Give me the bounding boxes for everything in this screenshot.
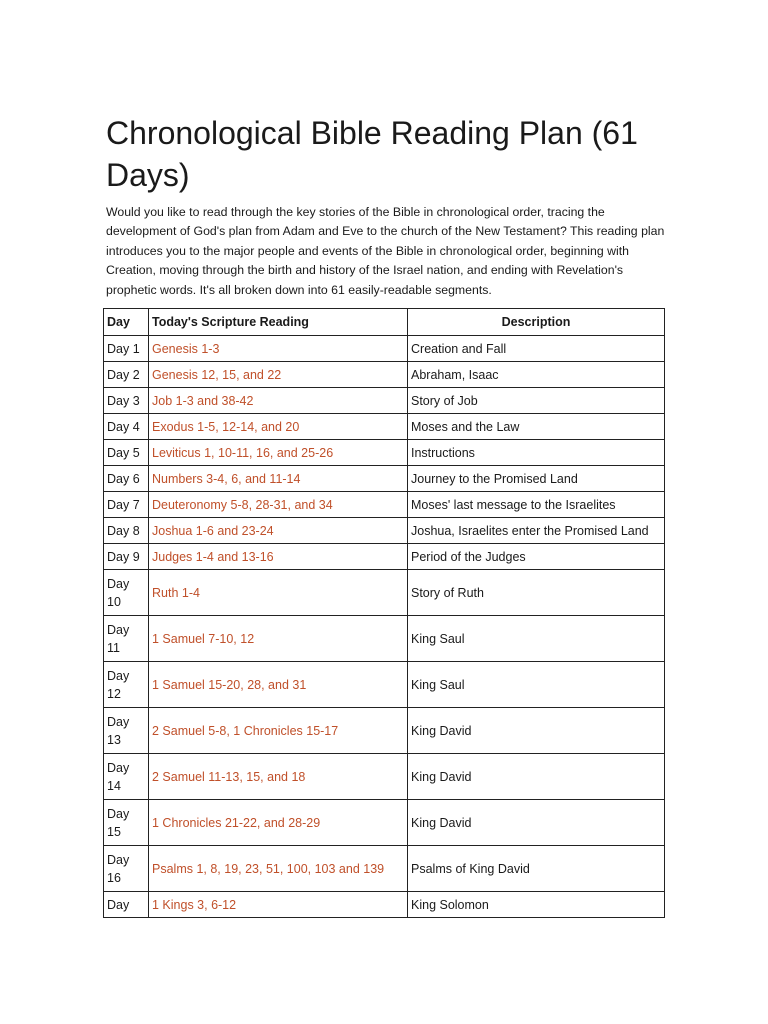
scripture-link[interactable]: Judges 1-4 and 13-16 (149, 544, 408, 570)
description-cell: Abraham, Isaac (408, 362, 665, 388)
table-row (104, 466, 665, 492)
page-title: Chronological Bible Reading Plan (61 Days) (106, 115, 638, 193)
scripture-link[interactable]: Leviticus 1, 10-11, 16, and 25-26 (149, 440, 408, 466)
day-cell: Day 16 (104, 846, 149, 892)
description-cell: Moses and the Law (408, 414, 665, 440)
table-row (104, 414, 665, 440)
description-cell: Psalms of King David (408, 846, 665, 892)
table-row (104, 892, 665, 918)
intro-paragraph: Would you like to read through the key stories of the Bible in chronological order, tracing the development of God's plan from Adam and Eve to the church of the New Testament? This reading plan introduces you to the major people and events of the Bible in chronological order, beginning with Creation, moving through the birth and history of the Israel nation, and ending with Revelation's prophetic words. It's all broken down into 61 easily-readable segments. (106, 205, 665, 297)
day-cell: Day 9 (104, 544, 149, 570)
day-cell: Day 6 (104, 466, 149, 492)
table-row (104, 544, 665, 570)
table-row (104, 846, 665, 892)
day-cell: Day 13 (104, 708, 149, 754)
day-cell: Day 10 (104, 570, 149, 616)
scripture-link[interactable]: Genesis 12, 15, and 22 (149, 362, 408, 388)
table-row (104, 754, 665, 800)
header-scripture-reading: Today's Scripture Reading (149, 309, 408, 336)
description-cell: Period of the Judges (408, 544, 665, 570)
reading-plan-table (103, 308, 665, 918)
scripture-link[interactable]: 1 Samuel 7-10, 12 (149, 616, 408, 662)
table-row (104, 570, 665, 616)
day-cell: Day 5 (104, 440, 149, 466)
description-cell: King David (408, 754, 665, 800)
scripture-link[interactable]: 1 Samuel 15-20, 28, and 31 (149, 662, 408, 708)
description-cell: King Saul (408, 662, 665, 708)
scripture-link[interactable]: Ruth 1-4 (149, 570, 408, 616)
description-cell: Story of Ruth (408, 570, 665, 616)
description-cell: King David (408, 708, 665, 754)
day-cell: Day (104, 892, 149, 918)
day-cell: Day 1 (104, 336, 149, 362)
table-row (104, 336, 665, 362)
scripture-link[interactable]: Numbers 3-4, 6, and 11-14 (149, 466, 408, 492)
day-cell: Day 12 (104, 662, 149, 708)
table-row (104, 662, 665, 708)
table-row (104, 800, 665, 846)
scripture-link[interactable]: 1 Chronicles 21-22, and 28-29 (149, 800, 408, 846)
table-row (104, 492, 665, 518)
day-cell: Day 3 (104, 388, 149, 414)
scripture-link[interactable]: Deuteronomy 5-8, 28-31, and 34 (149, 492, 408, 518)
description-cell: Creation and Fall (408, 336, 665, 362)
table-row (104, 708, 665, 754)
description-cell: King David (408, 800, 665, 846)
table-row (104, 518, 665, 544)
table-row (104, 440, 665, 466)
day-cell: Day 2 (104, 362, 149, 388)
scripture-link[interactable]: 2 Samuel 5-8, 1 Chronicles 15-17 (149, 708, 408, 754)
description-cell: Moses' last message to the Israelites (408, 492, 665, 518)
scripture-link[interactable]: Exodus 1-5, 12-14, and 20 (149, 414, 408, 440)
scripture-link[interactable]: Psalms 1, 8, 19, 23, 51, 100, 103 and 139 (149, 846, 408, 892)
scripture-link[interactable]: 2 Samuel 11-13, 15, and 18 (149, 754, 408, 800)
day-cell: Day 15 (104, 800, 149, 846)
day-cell: Day 8 (104, 518, 149, 544)
table-body (104, 336, 665, 918)
day-cell: Day 4 (104, 414, 149, 440)
day-cell: Day 7 (104, 492, 149, 518)
description-cell: Instructions (408, 440, 665, 466)
description-cell: Story of Job (408, 388, 665, 414)
day-cell: Day 11 (104, 616, 149, 662)
description-cell: King Solomon (408, 892, 665, 918)
table-row (104, 616, 665, 662)
scripture-link[interactable]: Genesis 1-3 (149, 336, 408, 362)
header-description: Description (408, 309, 665, 336)
description-cell: Journey to the Promised Land (408, 466, 665, 492)
table-row (104, 388, 665, 414)
table-header-row (104, 309, 665, 336)
description-cell: King Saul (408, 616, 665, 662)
description-cell: Joshua, Israelites enter the Promised Land (408, 518, 665, 544)
header-day: Day (104, 309, 149, 336)
day-cell: Day 14 (104, 754, 149, 800)
scripture-link[interactable]: Joshua 1-6 and 23-24 (149, 518, 408, 544)
table-row (104, 362, 665, 388)
scripture-link[interactable]: 1 Kings 3, 6-12 (149, 892, 408, 918)
scripture-link[interactable]: Job 1-3 and 38-42 (149, 388, 408, 414)
